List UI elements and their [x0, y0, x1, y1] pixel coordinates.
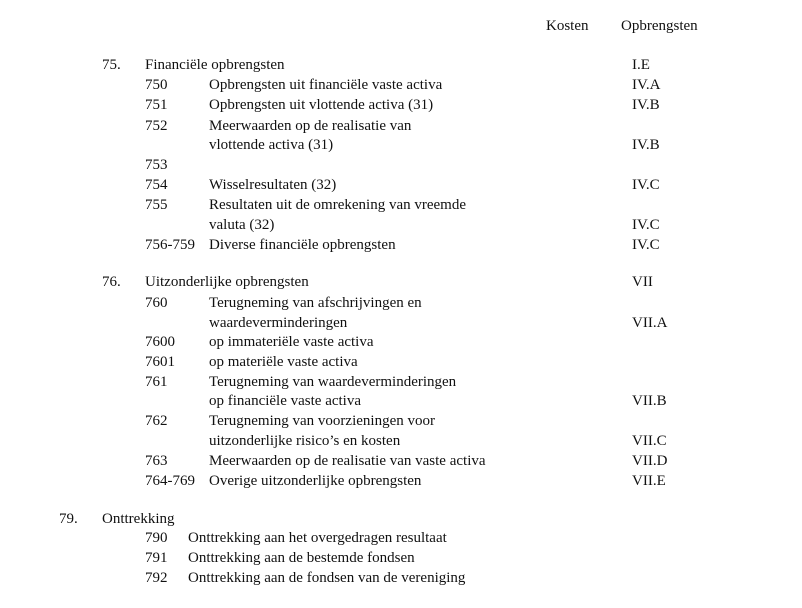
header-kosten: Kosten [546, 18, 589, 34]
account-description: Resultaten uit de omrekening van vreemde [209, 197, 466, 213]
account-description-continued: uitzonderlijke risico’s en kosten [209, 433, 401, 449]
account-description: Opbrengsten uit vlottende activa (31) [209, 97, 434, 113]
account-description: Terugneming van voorzieningen voor [209, 413, 435, 429]
account-ref: VII.B [632, 393, 667, 409]
section-title: Onttrekking [102, 511, 175, 527]
account-description: Wisselresultaten (32) [209, 177, 337, 193]
account-code: 792 [145, 570, 168, 586]
account-code: 761 [145, 374, 168, 390]
account-description-continued: vlottende activa (31) [209, 137, 334, 153]
account-description: op materiële vaste activa [209, 354, 358, 370]
account-code: 751 [145, 97, 168, 113]
account-description: Opbrengsten uit financiële vaste activa [209, 77, 443, 93]
account-ref: IV.C [632, 177, 660, 193]
section-number: 76. [102, 274, 121, 290]
account-ref: IV.B [632, 97, 660, 113]
section-ref: I.E [632, 57, 650, 73]
account-ref: VII.D [632, 453, 668, 469]
account-code: 756-759 [145, 237, 195, 253]
account-ref: IV.C [632, 237, 660, 253]
section-ref: VII [632, 274, 653, 290]
account-description: Onttrekking aan het overgedragen resultaat [188, 530, 447, 546]
section-title: Uitzonderlijke opbrengsten [145, 274, 309, 290]
account-code: 755 [145, 197, 168, 213]
section-number: 79. [59, 511, 78, 527]
account-description: Diverse financiële opbrengsten [209, 237, 396, 253]
account-code: 760 [145, 295, 168, 311]
account-code: 763 [145, 453, 168, 469]
account-code: 762 [145, 413, 168, 429]
account-ref: VII.E [632, 473, 666, 489]
account-description: Onttrekking aan de fondsen van de vereniging [188, 570, 466, 586]
account-code: 753 [145, 157, 168, 173]
account-description: Overige uitzonderlijke opbrengsten [209, 473, 422, 489]
account-code: 750 [145, 77, 168, 93]
account-code: 7600 [145, 334, 175, 350]
account-code: 791 [145, 550, 168, 566]
account-description: Terugneming van afschrijvingen en [209, 295, 422, 311]
account-code: 764-769 [145, 473, 195, 489]
account-description-continued: waardeverminderingen [209, 315, 348, 331]
account-ref: VII.A [632, 315, 668, 331]
account-description: op immateriële vaste activa [209, 334, 374, 350]
account-description: Onttrekking aan de bestemde fondsen [188, 550, 415, 566]
account-description: Meerwaarden op de realisatie van vaste activa [209, 453, 486, 469]
account-description-continued: op financiële vaste activa [209, 393, 362, 409]
account-ref: IV.A [632, 77, 661, 93]
account-description: Meerwaarden op de realisatie van [209, 118, 412, 134]
account-ref: IV.C [632, 217, 660, 233]
account-code: 7601 [145, 354, 175, 370]
account-code: 754 [145, 177, 168, 193]
account-description: Terugneming van waardeverminderingen [209, 374, 457, 390]
header-opbrengsten: Opbrengsten [621, 18, 698, 34]
account-ref: VII.C [632, 433, 667, 449]
section-number: 75. [102, 57, 121, 73]
account-ref: IV.B [632, 137, 660, 153]
account-description-continued: valuta (32) [209, 217, 275, 233]
account-code: 790 [145, 530, 168, 546]
account-code: 752 [145, 118, 168, 134]
section-title: Financiële opbrengsten [145, 57, 285, 73]
